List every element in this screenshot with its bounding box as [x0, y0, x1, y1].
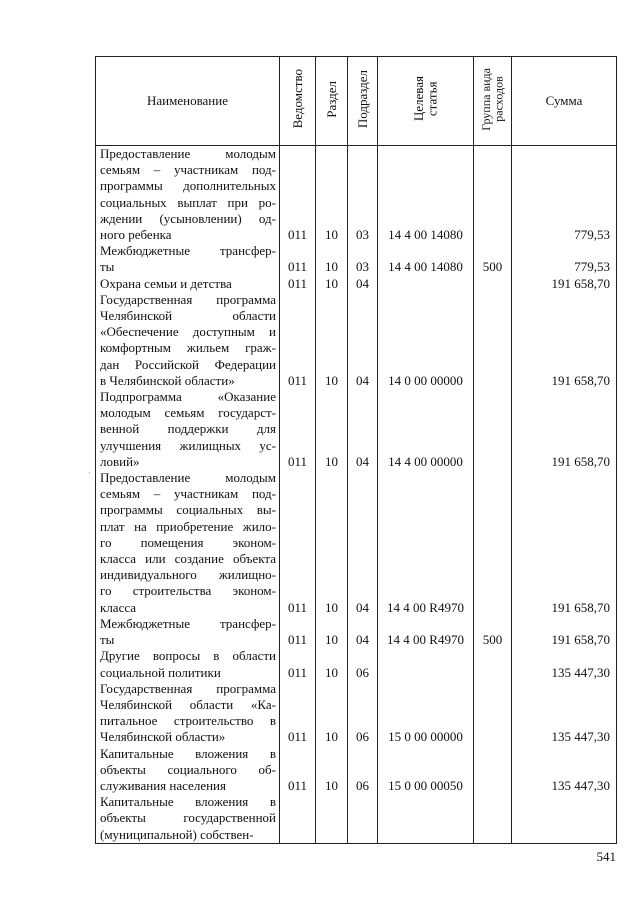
- row-celevaya-statya: 14 4 00 R4970: [378, 470, 474, 616]
- row-name-line: программы дополнительных: [100, 178, 276, 194]
- row-podrazdel: 04: [348, 292, 378, 389]
- row-name-line: программы социальных вы-: [100, 502, 276, 518]
- row-gruppa-vida: [474, 648, 512, 680]
- row-celevaya-statya: 15 0 00 00000: [378, 681, 474, 746]
- header-celevaya-statya: Целевая статья: [378, 57, 474, 146]
- table-row: [96, 681, 617, 746]
- row-name-line: индивидуального жилищно-: [100, 567, 276, 583]
- table-row: [96, 243, 617, 275]
- row-name: [96, 146, 280, 244]
- row-razdel: 10: [316, 648, 348, 680]
- row-vedomstvo: 011: [280, 243, 316, 275]
- row-name-line: Предоставление молодым: [100, 146, 276, 161]
- row-gruppa-vida: [474, 146, 512, 244]
- row-celevaya-statya: 15 0 00 00050: [378, 746, 474, 795]
- row-razdel: 10: [316, 470, 348, 616]
- row-name-line: Государственная программа: [100, 291, 276, 307]
- row-name-line: Межбюджетные трансфер-: [100, 615, 276, 631]
- row-razdel: 10: [316, 616, 348, 648]
- row-name-line: «Обеспечение доступным и: [100, 324, 276, 340]
- row-razdel: 10: [316, 681, 348, 746]
- row-name-line: дан Российской Федерации: [100, 356, 276, 372]
- row-name-line: улучшения жилищных ус-: [100, 437, 276, 453]
- row-podrazdel: 04: [348, 470, 378, 616]
- row-summa: 135 447,30: [512, 681, 617, 746]
- row-vedomstvo: [280, 794, 316, 843]
- row-razdel: 10: [316, 389, 348, 470]
- row-name-line: ждении (усыновлении) од-: [100, 210, 276, 226]
- page-number: 541: [596, 849, 616, 864]
- table-body: [96, 146, 617, 844]
- row-summa: [512, 794, 617, 843]
- table-row: [96, 648, 617, 680]
- row-vedomstvo: 011: [280, 276, 316, 292]
- row-summa: 191 658,70: [512, 389, 617, 470]
- row-razdel: 10: [316, 146, 348, 244]
- row-celevaya-statya: 14 4 00 14080: [378, 146, 474, 244]
- row-name: [96, 794, 280, 843]
- header-gruppa-vida-rashodov: Группа вида расходов: [474, 57, 512, 146]
- row-gruppa-vida: [474, 389, 512, 470]
- row-vedomstvo: 011: [280, 389, 316, 470]
- row-celevaya-statya: [378, 276, 474, 292]
- row-gruppa-vida: [474, 292, 512, 389]
- row-name: [96, 470, 280, 616]
- row-name: [96, 681, 280, 746]
- row-name-line: Государственная программа: [100, 680, 276, 696]
- row-vedomstvo: 011: [280, 648, 316, 680]
- row-name-line: социальных выплат при ро-: [100, 194, 276, 210]
- row-name-line: Челябинской области: [100, 308, 276, 324]
- row-name: [96, 292, 280, 389]
- table-row: [96, 746, 617, 795]
- row-name-line: семьям – участникам под-: [100, 486, 276, 502]
- header-podrazdel: Подраздел: [348, 57, 378, 146]
- table-row: [96, 616, 617, 648]
- row-name-line: ты: [100, 259, 115, 275]
- row-podrazdel: [348, 794, 378, 843]
- row-name-line: Капитальные вложения в: [100, 794, 276, 810]
- row-name-line: ловий»: [100, 453, 140, 469]
- row-celevaya-statya: 14 0 00 00000: [378, 292, 474, 389]
- row-name-line: го помещения эконом-: [100, 534, 276, 550]
- header-vedomstvo: Ведомство: [280, 57, 316, 146]
- header-razdel: Раздел: [316, 57, 348, 146]
- table-row: [96, 292, 617, 389]
- row-name-line: в Челябинской области»: [100, 372, 235, 388]
- row-name-line: Предоставление молодым: [100, 470, 276, 486]
- row-name-line: венной поддержки для: [100, 421, 276, 437]
- row-name-line: класса: [100, 599, 137, 615]
- row-name-line: го строительства эконом-: [100, 583, 276, 599]
- row-vedomstvo: 011: [280, 292, 316, 389]
- row-gruppa-vida: [474, 794, 512, 843]
- row-name-line: ного ребенка: [100, 227, 172, 243]
- row-gruppa-vida: 500: [474, 616, 512, 648]
- row-summa: 779,53: [512, 243, 617, 275]
- table-row: [96, 794, 617, 843]
- row-celevaya-statya: 14 4 00 00000: [378, 389, 474, 470]
- row-name-line: молодым семьям государст-: [100, 405, 276, 421]
- row-name: [96, 389, 280, 470]
- row-name-line: (муниципальной) собствен-: [100, 826, 254, 842]
- row-name: [96, 648, 280, 680]
- row-summa: 191 658,70: [512, 276, 617, 292]
- row-gruppa-vida: [474, 681, 512, 746]
- row-podrazdel: 06: [348, 681, 378, 746]
- row-summa: 191 658,70: [512, 292, 617, 389]
- row-celevaya-statya: 14 4 00 14080: [378, 243, 474, 275]
- row-gruppa-vida: [474, 470, 512, 616]
- row-name-line: плат на приобретение жило-: [100, 518, 276, 534]
- row-name-line: ты: [100, 632, 115, 648]
- row-name-line: Охрана семьи и детства: [100, 275, 232, 291]
- row-celevaya-statya: [378, 794, 474, 843]
- row-podrazdel: 03: [348, 146, 378, 244]
- row-razdel: 10: [316, 292, 348, 389]
- row-name-line: объекты социального об-: [100, 761, 276, 777]
- table-row: [96, 146, 617, 244]
- margin-mark: ·: [88, 468, 91, 478]
- row-summa: 135 447,30: [512, 746, 617, 795]
- row-name-line: семьям – участникам под-: [100, 162, 276, 178]
- table-header: [96, 57, 617, 146]
- row-celevaya-statya: [378, 648, 474, 680]
- row-gruppa-vida: [474, 276, 512, 292]
- row-vedomstvo: 011: [280, 146, 316, 244]
- row-vedomstvo: 011: [280, 746, 316, 795]
- row-summa: 135 447,30: [512, 648, 617, 680]
- row-gruppa-vida: [474, 746, 512, 795]
- row-celevaya-statya: 14 4 00 R4970: [378, 616, 474, 648]
- row-vedomstvo: 011: [280, 616, 316, 648]
- row-name-line: Другие вопросы в области: [100, 648, 276, 664]
- row-razdel: 10: [316, 243, 348, 275]
- row-name-line: класса или создание объекта: [100, 551, 276, 567]
- row-podrazdel: 04: [348, 616, 378, 648]
- table-row: [96, 389, 617, 470]
- row-name-line: комфортным жильем граж-: [100, 340, 276, 356]
- row-name-line: служивания населения: [100, 777, 226, 793]
- row-gruppa-vida: 500: [474, 243, 512, 275]
- row-name: [96, 243, 280, 275]
- row-razdel: 10: [316, 276, 348, 292]
- row-razdel: [316, 794, 348, 843]
- header-name: Наименование: [96, 57, 280, 146]
- row-razdel: 10: [316, 746, 348, 795]
- row-summa: 779,53: [512, 146, 617, 244]
- table-row: [96, 470, 617, 616]
- table-row: [96, 276, 617, 292]
- row-name-line: Подпрограмма «Оказание: [100, 389, 276, 405]
- row-podrazdel: 06: [348, 648, 378, 680]
- row-name-line: Челябинской области «Ка-: [100, 696, 276, 712]
- row-podrazdel: 06: [348, 746, 378, 795]
- row-name: [96, 746, 280, 795]
- row-name-line: Челябинской области»: [100, 729, 226, 745]
- row-vedomstvo: 011: [280, 470, 316, 616]
- row-name-line: Межбюджетные трансфер-: [100, 243, 276, 259]
- row-name-line: социальной политики: [100, 664, 221, 680]
- row-name-line: Капитальные вложения в: [100, 745, 276, 761]
- row-name: [96, 276, 280, 292]
- header-summa: Сумма: [512, 57, 617, 146]
- row-vedomstvo: 011: [280, 681, 316, 746]
- row-podrazdel: 03: [348, 243, 378, 275]
- row-summa: 191 658,70: [512, 616, 617, 648]
- row-podrazdel: 04: [348, 276, 378, 292]
- row-name-line: питальное строительство в: [100, 713, 276, 729]
- row-summa: 191 658,70: [512, 470, 617, 616]
- budget-table: [95, 56, 617, 844]
- row-name-line: объекты государственной: [100, 810, 276, 826]
- row-name: [96, 616, 280, 648]
- row-podrazdel: 04: [348, 389, 378, 470]
